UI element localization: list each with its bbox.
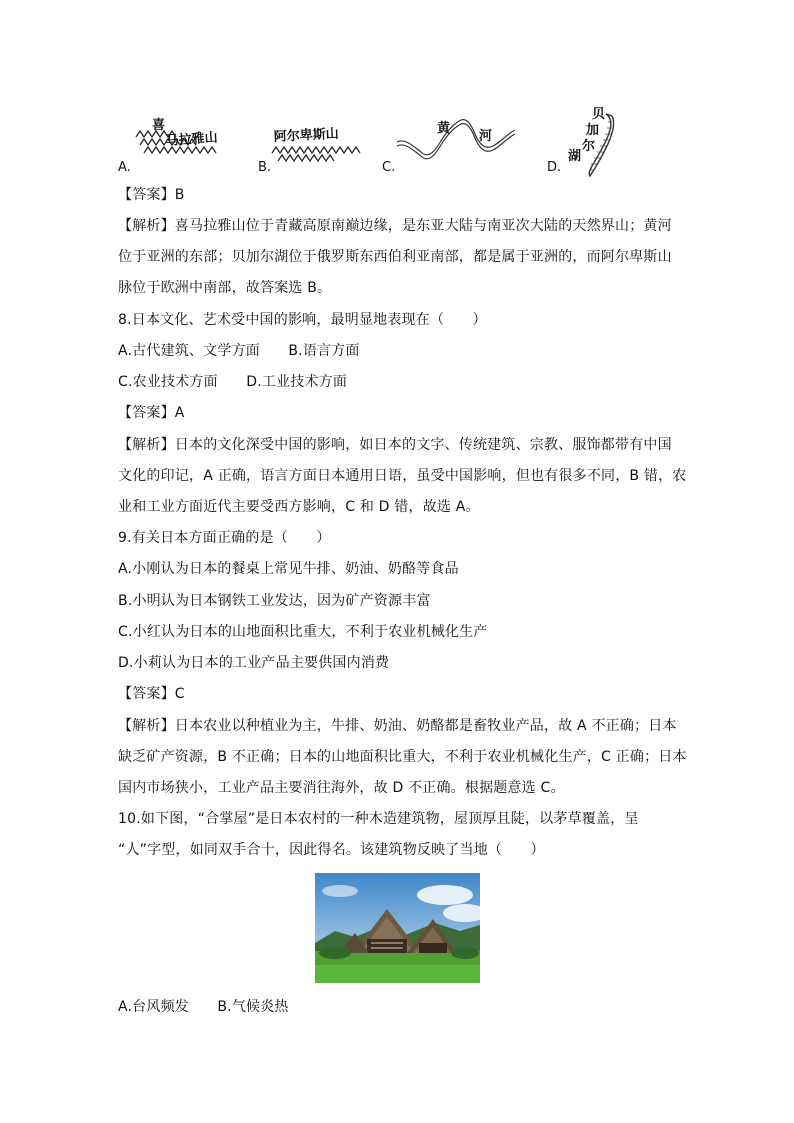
analysis-8-line-3: 业和工业方面近代主要受西方影响，C 和 D 错，故选 A。 bbox=[118, 499, 480, 515]
option-a-label: A. bbox=[118, 160, 131, 175]
alps-text: 阿尔卑斯山 bbox=[273, 126, 340, 145]
question-9: 9.有关日本方面正确的是（ ） bbox=[118, 530, 331, 546]
yellow-river-figure bbox=[395, 112, 525, 167]
question-9-option-a: A.小刚认为日本的餐桌上常见牛排、奶油、奶酪等食品 bbox=[118, 561, 459, 577]
question-10-options-ab: A.台风频发 B.气候炎热 bbox=[118, 999, 289, 1015]
gassho-house-photo bbox=[315, 873, 480, 983]
question-10-line-2: “人”字型，如同双手合十，因此得名。该建筑物反映了当地（ ） bbox=[118, 842, 545, 858]
answer-9: 【答案】C bbox=[118, 686, 185, 702]
himalaya-text-1: 喜 bbox=[152, 118, 166, 133]
analysis-9-line-3: 国内市场狭小，工业产品主要消往海外，故 D 不正确。根据题意选 C。 bbox=[118, 780, 565, 796]
answer-7: 【答案】B bbox=[118, 187, 185, 203]
answer-8: 【答案】A bbox=[118, 405, 185, 421]
baikal-text-1: 贝 bbox=[592, 107, 606, 122]
question-8: 8.日本文化、艺术受中国的影响，最明显地表现在（ ） bbox=[118, 312, 487, 328]
analysis-7-line-3: 脉位于欧洲中南部，故答案选 B。 bbox=[118, 280, 332, 296]
analysis-7-line-2: 位于亚洲的东部；贝加尔湖位于俄罗斯东西伯利亚南部，都是属于亚洲的，而阿尔卑斯山 bbox=[118, 249, 672, 265]
himalaya-text-2: 马拉雅山 bbox=[165, 130, 219, 149]
baikal-text-3: 尔 bbox=[582, 139, 596, 154]
option-c-label: C. bbox=[382, 160, 396, 175]
question-10-line-1: 10.如下图，“合掌屋”是日本农村的一种木造建筑物，屋顶厚且陡，以茅草覆盖，呈 bbox=[118, 811, 639, 827]
question-9-option-c: C.小红认为日本的山地面积比重大，不利于农业机械化生产 bbox=[118, 624, 488, 640]
analysis-9-line-2: 缺乏矿产资源，B 不正确；日本的山地面积比重大，不利于农业机械化生产，C 正确；日本 bbox=[118, 749, 687, 765]
himalaya-figure bbox=[130, 115, 230, 165]
question-9-option-d: D.小莉认为日本的工业产品主要供国内消费 bbox=[118, 655, 390, 671]
analysis-7-line-1: 【解析】喜马拉雅山位于青藏高原南巅边缘，是东亚大陆与南亚次大陆的天然界山；黄河 bbox=[118, 218, 672, 234]
yellow-river-text-1: 黄 bbox=[437, 121, 451, 136]
analysis-8-line-1: 【解析】日本的文化深受中国的影响，如日本的文字、传统建筑、宗教、服饰都带有中国 bbox=[118, 437, 672, 453]
alps-figure bbox=[268, 125, 363, 165]
baikal-figure bbox=[560, 104, 630, 179]
question-8-options-cd: C.农业技术方面 D.工业技术方面 bbox=[118, 374, 348, 390]
baikal-text-4: 湖 bbox=[568, 149, 582, 164]
yellow-river-text-2: 河 bbox=[479, 129, 493, 144]
option-b-label: B. bbox=[258, 160, 272, 175]
option-d-label: D. bbox=[547, 160, 562, 175]
analysis-8-line-2: 文化的印记，A 正确，语言方面日本通用日语，虽受中国影响，但也有很多不同，B 错，农 bbox=[118, 468, 687, 484]
question-8-options-ab: A.古代建筑、文学方面 B.语言方面 bbox=[118, 343, 360, 359]
analysis-9-line-1: 【解析】日本农业以种植业为主，牛排、奶油、奶酪都是畜牧业产品，故 A 不正确；日本 bbox=[118, 718, 677, 734]
baikal-text-2: 加 bbox=[586, 123, 600, 138]
question-9-option-b: B.小明认为日本钢铁工业发达，因为矿产资源丰富 bbox=[118, 593, 431, 609]
